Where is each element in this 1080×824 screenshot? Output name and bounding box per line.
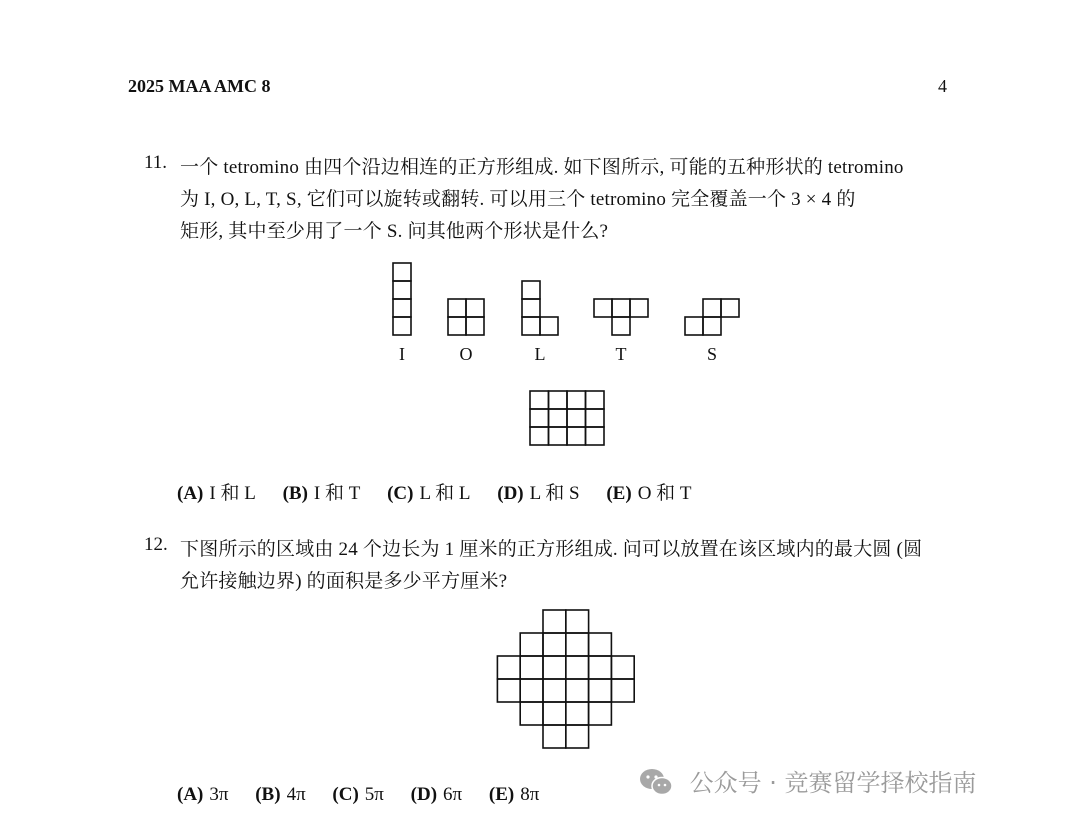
header-title: 2025 MAA AMC 8	[128, 76, 271, 96]
choice-b: (B) I 和 T	[282, 483, 361, 504]
watermark	[638, 763, 977, 803]
tetromino-o-shape	[448, 299, 484, 335]
tetromino-i-shape	[393, 263, 411, 335]
wechat-icon	[638, 767, 674, 803]
answer-choices	[177, 784, 561, 806]
question-text-line: 为 I, O, L, T, S, 它们可以旋转或翻转. 可以用三个 tetromino 完全覆盖一个 3 × 4 的	[180, 189, 856, 210]
choice-d: (D) L 和 S	[497, 483, 580, 504]
tetromino-l-shape	[522, 281, 558, 335]
shape-label-s: S	[706, 344, 718, 364]
page-number: 4	[938, 76, 947, 96]
tetromino-s-shape	[685, 299, 739, 335]
shape-label-o: O	[459, 344, 473, 364]
choice-b: (B) 4π	[255, 784, 306, 805]
tetromino-t-shape	[594, 299, 648, 335]
rectangle-3x4-grid	[530, 391, 604, 445]
choice-c: (C) L 和 L	[387, 483, 471, 504]
question-text-line: 下图所示的区域由 24 个边长为 1 厘米的正方形组成. 问可以放置在该区域内的最大圆 (圆	[180, 539, 923, 560]
question-number: 11.	[144, 152, 168, 173]
choice-a: (A) I 和 L	[177, 483, 256, 504]
answer-choices	[177, 478, 714, 505]
question-text-line: 矩形, 其中至少用了一个 S. 问其他两个形状是什么?	[180, 221, 609, 242]
choice-c: (C) 5π	[332, 784, 384, 805]
shape-label-l: L	[534, 344, 546, 364]
choice-d: (D) 6π	[410, 784, 463, 805]
choice-e: (E) O 和 T	[606, 483, 692, 504]
shape-label-i: I	[399, 344, 405, 364]
watermark-text: 公众号 · 竞赛留学择校指南	[689, 769, 977, 797]
choice-a: (A) 3π	[177, 784, 229, 805]
shape-label-t: T	[615, 344, 627, 364]
choice-e: (E) 8π	[488, 784, 540, 805]
question-number: 12.	[144, 534, 168, 555]
question-text-line: 允许接触边界) 的面积是多少平方厘米?	[180, 571, 508, 592]
region-24-squares	[497, 610, 634, 748]
question-text-line: 一个 tetromino 由四个沿边相连的正方形组成. 如下图所示, 可能的五种形状的 tetromino	[180, 157, 904, 178]
